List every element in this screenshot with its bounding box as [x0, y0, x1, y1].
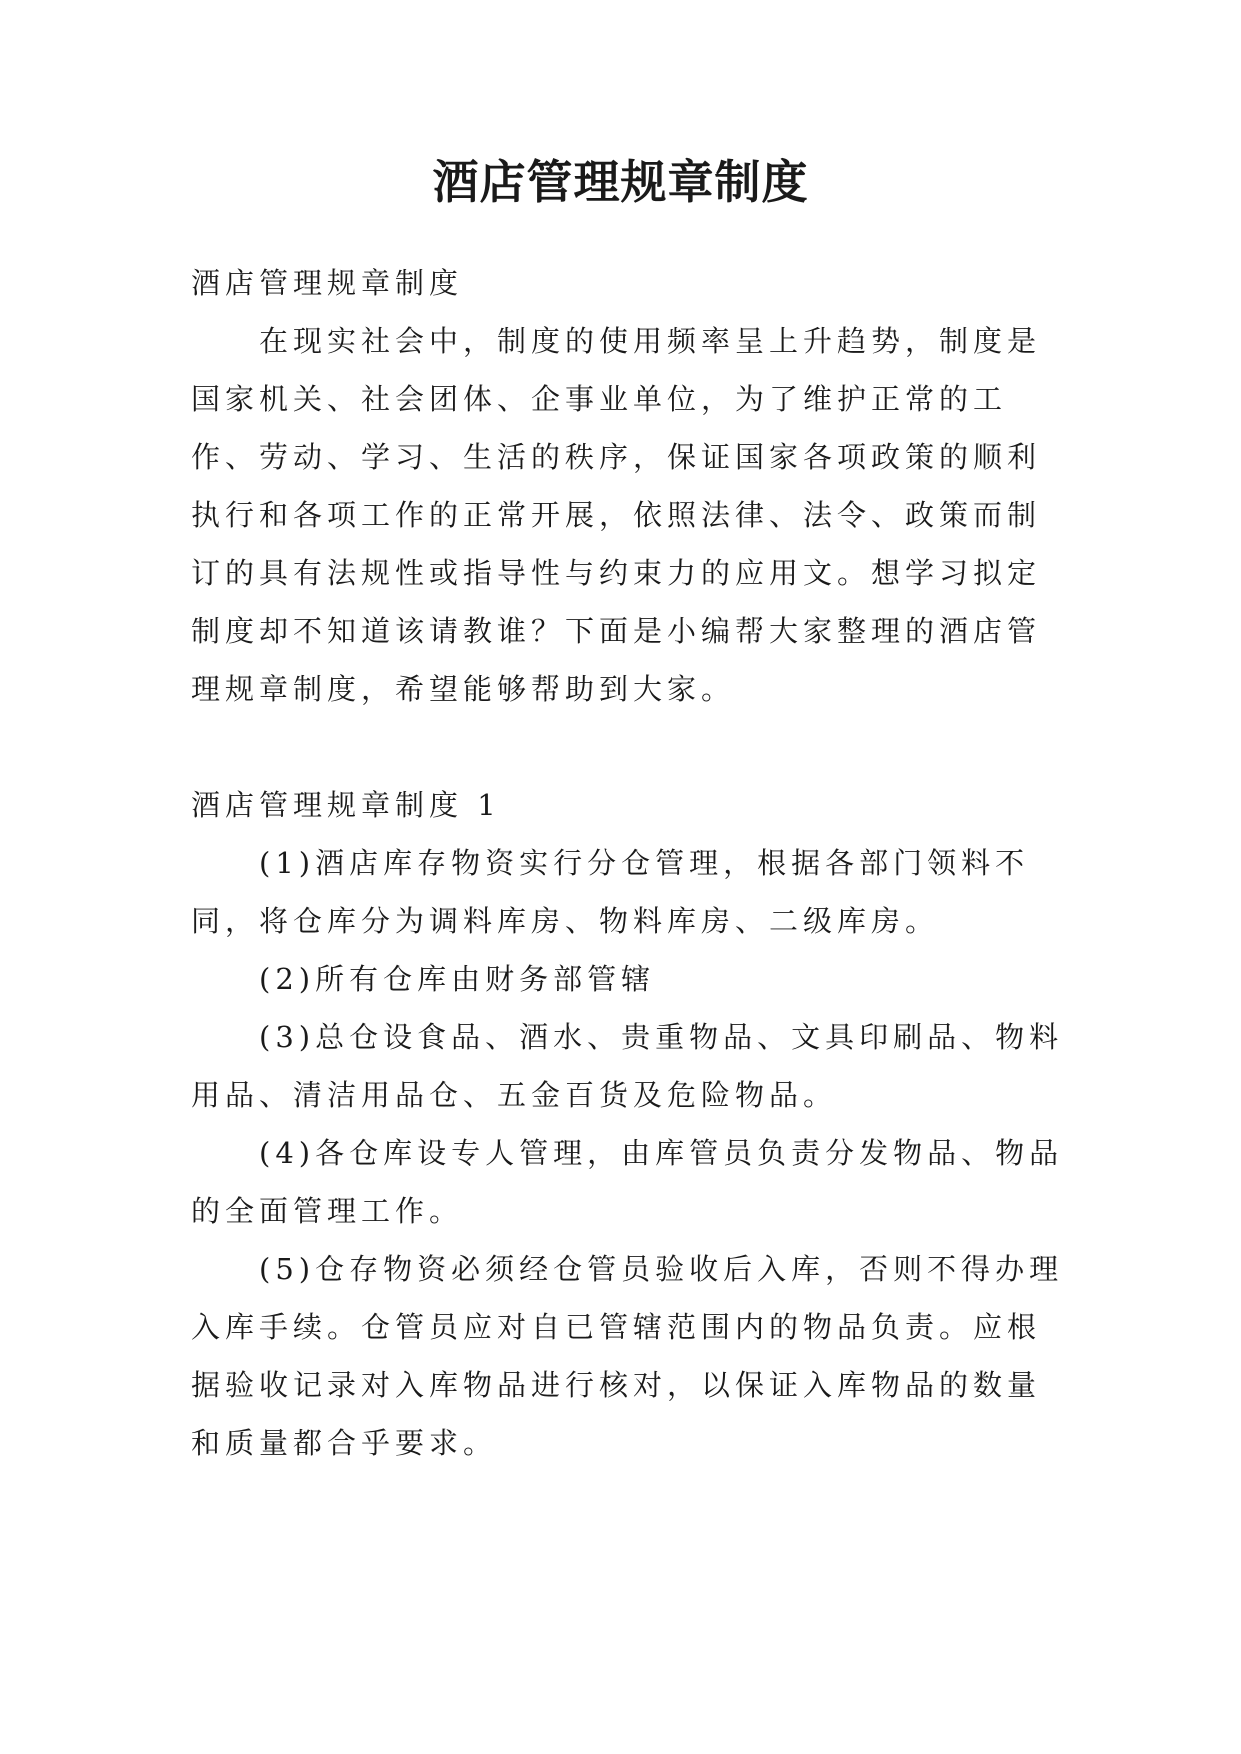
section1-heading: 酒店管理规章制度 1: [191, 788, 501, 822]
intro-heading: 酒店管理规章制度: [191, 266, 464, 300]
section1-body: [191, 834, 1071, 1472]
intro-paragraph: 在现实社会中，制度的使用频率呈上升趋势，制度是国家机关、社会团体、企事业单位，为了维护正常的工作、劳动、学习、生活的秩序，保证国家各项政策的顺利执行和各项工作的正常开展，依照法律、法令、政策而制订的具有法规性或指导性与约束力的应用文。想学习拟定制度却不知道该请教谁？下面是小编帮大家整理的酒店管理规章制度，希望能够帮助到大家。: [191, 324, 1042, 706]
section1-item-5: (5)仓存物资必须经仓管员验收后入库，否则不得办理入库手续。仓管员应对自已管辖范围内的物品负责。应根据验收记录对入库物品进行核对，以保证入库物品的数量和质量都合乎要求。: [191, 1252, 1064, 1460]
document-title: 酒店管理规章制度: [432, 155, 809, 209]
section1-item-1: (1)酒店库存物资实行分仓管理，根据各部门领料不同，将仓库分为调料库房、物料库房、二级库房。: [191, 846, 1030, 938]
intro-body: [191, 312, 1071, 718]
section1-item-3: (3)总仓设食品、酒水、贵重物品、文具印刷品、物料用品、清洁用品仓、五金百货及危险物品。: [191, 1020, 1064, 1112]
section1-item-4: (4)各仓库设专人管理，由库管员负责分发物品、物品的全面管理工作。: [191, 1136, 1064, 1228]
section1-item-2: (2)所有仓库由财务部管辖: [259, 962, 656, 996]
